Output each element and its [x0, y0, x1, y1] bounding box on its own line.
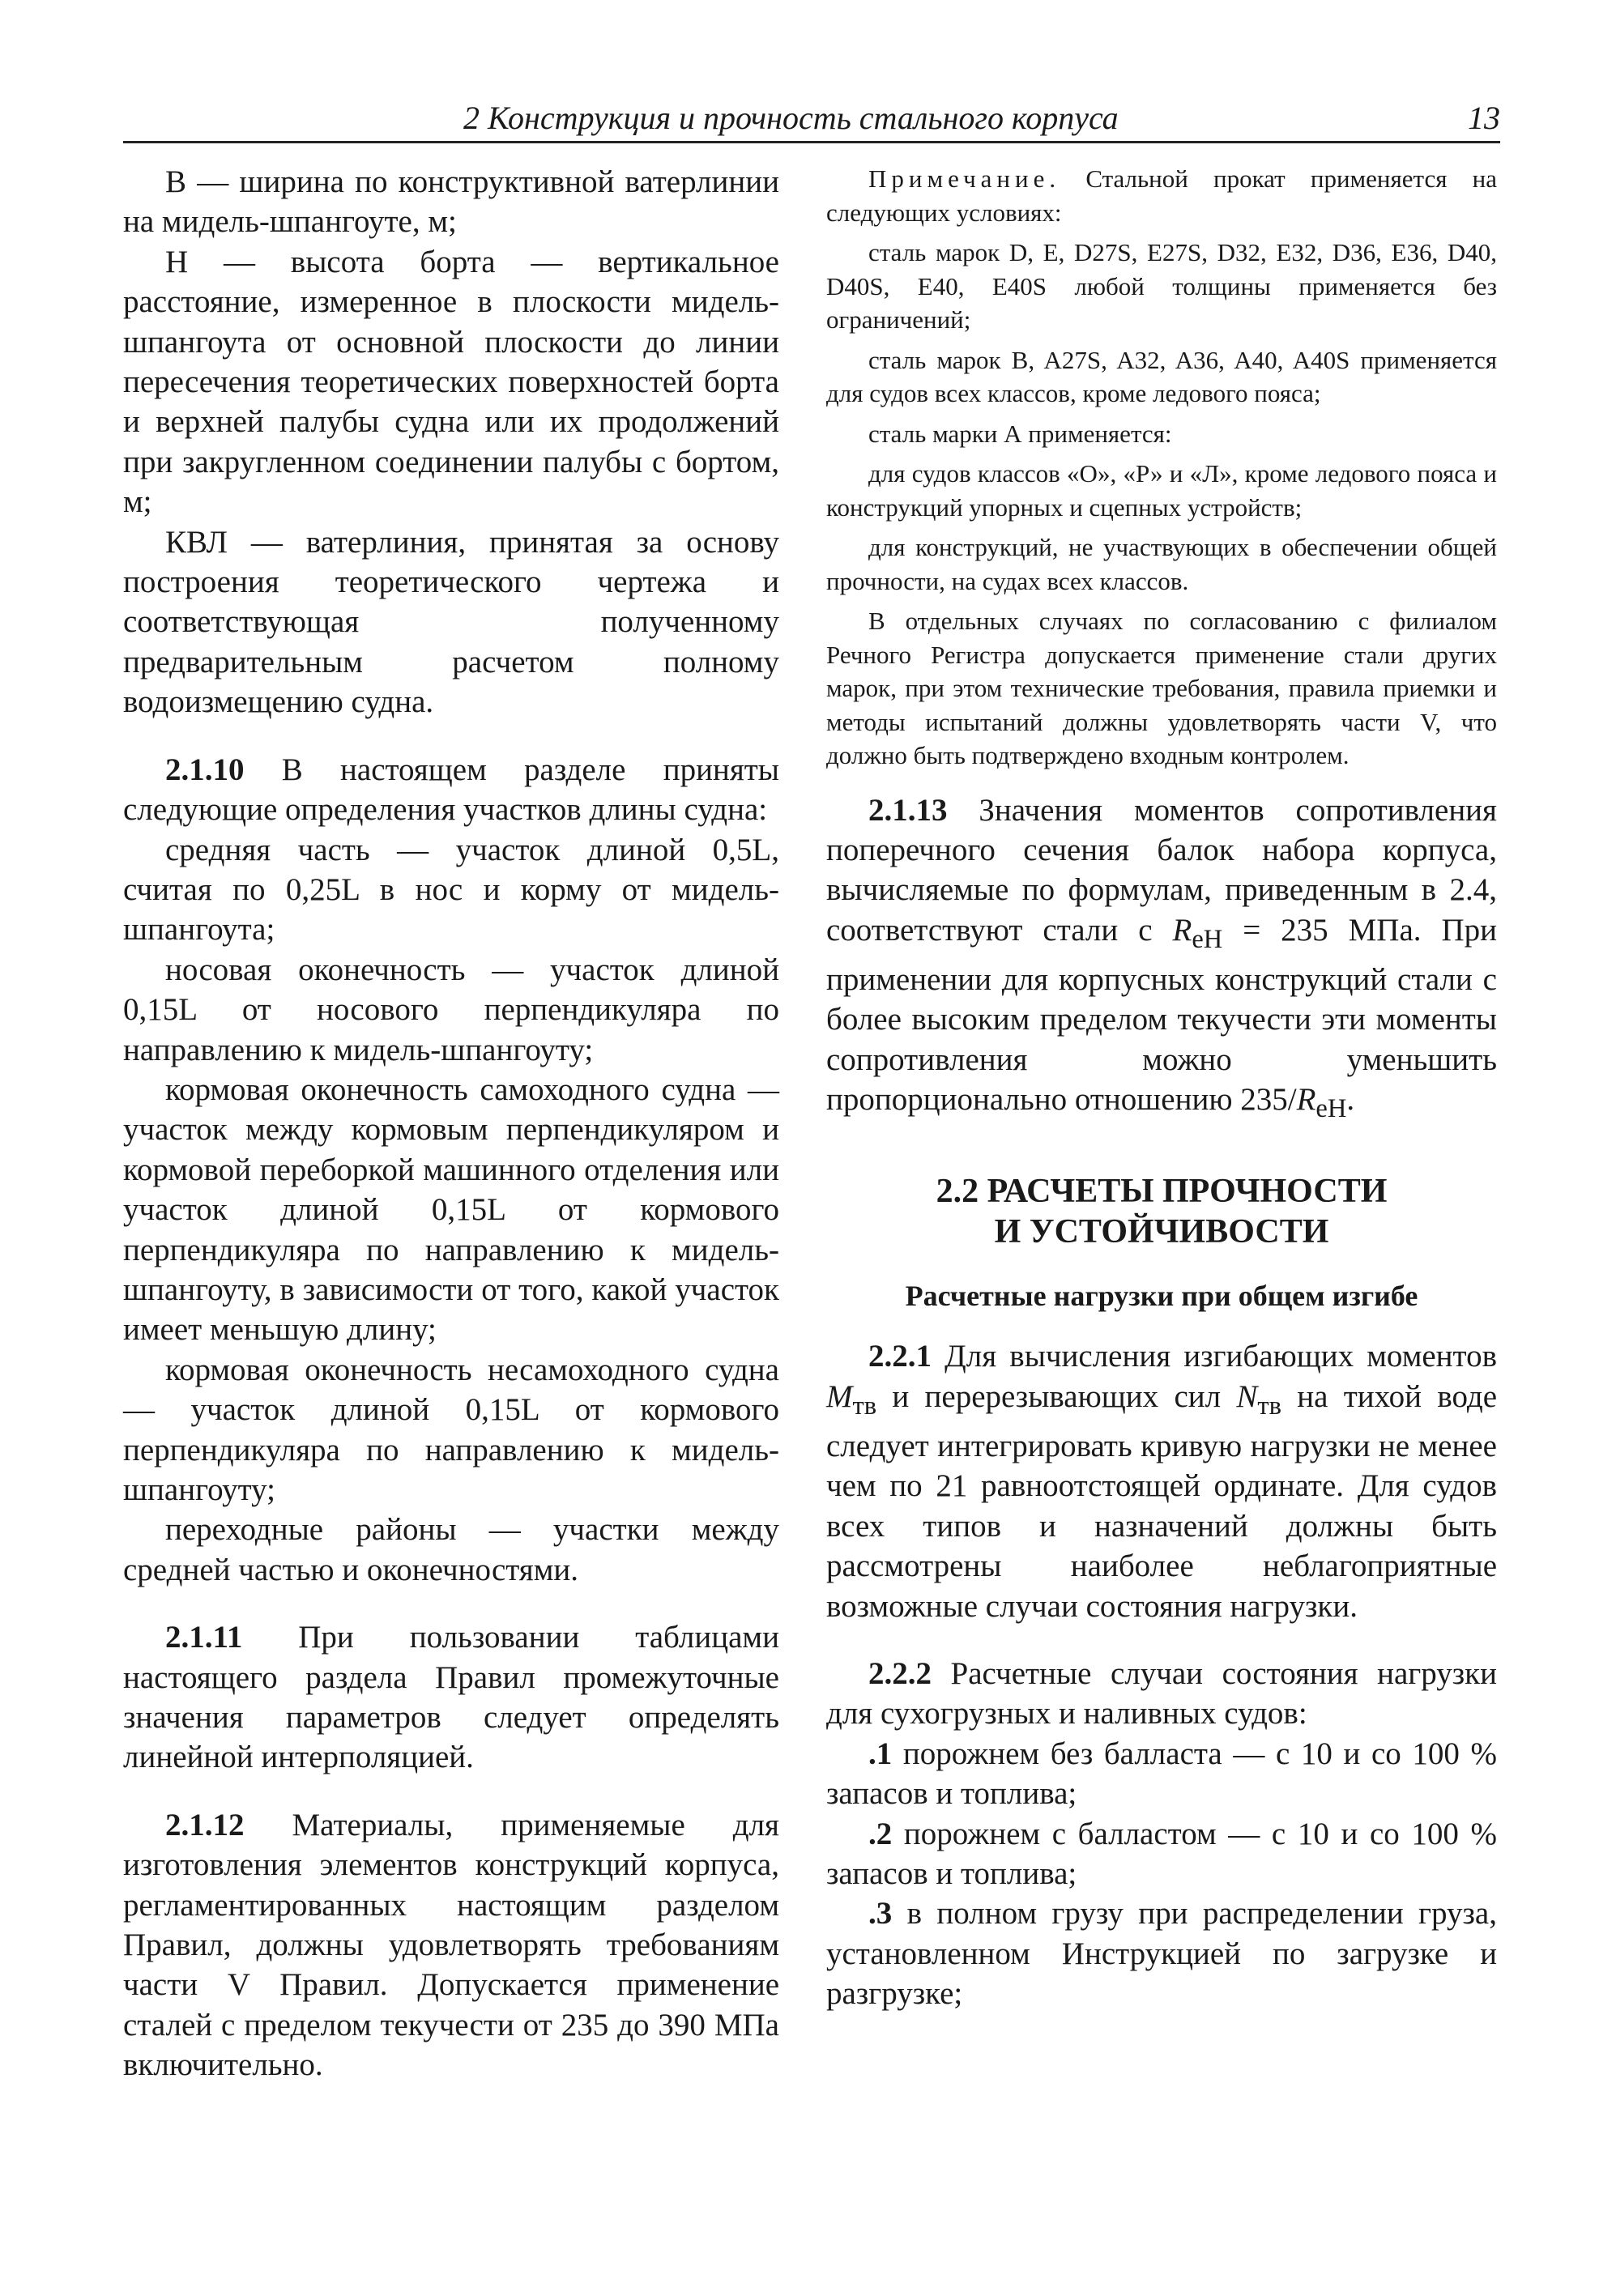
paragraph-2-2-2 — [826, 1654, 1497, 1734]
paragraph-2-1-10 — [123, 750, 779, 830]
section-title-line: 2.2 РАСЧЕТЫ ПРОЧНОСТИ — [936, 1173, 1388, 1211]
list-item-number: .2 — [868, 1816, 893, 1851]
running-title: 2 Конструкция и прочность стального корпуса — [463, 100, 1119, 136]
note-intro — [826, 162, 1497, 229]
paragraph-text: Для вычисления изгибающих моментов — [944, 1339, 1497, 1374]
list-item-text: порожнем с балластом — с 10 и со 100 % запасов и топлива; — [826, 1816, 1497, 1892]
paragraph-text: При пользовании таблицами настоящего раздела Правил промежуточные значения параметров следует определять линейной интерполяцией. — [123, 1620, 779, 1775]
paragraph-text: В настоящем разделе приняты следующие определения участков длины судна: — [123, 752, 780, 828]
paragraph-text: Значения моментов сопротивления поперечного сечения балок набора корпуса, вычисляемые по формулам, приведенным в 2.4, соответствуют стали с — [826, 792, 1497, 948]
right-column — [826, 162, 1497, 2014]
paragraph-number: 2.2.1 — [868, 1339, 932, 1374]
definition-h: Н — высота борта — вертикальное расстояние, измеренное в плоскости мидель-шпангоута от основной плоскости до линии пересечения теоретических поверхностей борта и верхней палубы судна или их продолжений при закругленном соединении палубы с бортом, м; — [123, 244, 779, 520]
note-block — [826, 162, 1497, 773]
definition-b: В — ширина по конструктивной ватерлинии на мидель-шпангоуте, м; — [123, 164, 779, 240]
paragraph-text: и перерезывающих сил — [892, 1378, 1222, 1414]
note-item: сталь марок D, E, D27S, E27S, D32, E32, D36, E36, D40, D40S, E40, E40S любой толщины применяется без ограничений; — [826, 238, 1497, 334]
list-item-text: в полном грузу при распределении груза, установленном Инструкцией по загрузке и разгрузке; — [826, 1896, 1497, 2012]
paragraph-2-1-12 — [123, 1805, 779, 2085]
paragraph-number: 2.1.12 — [165, 1807, 245, 1842]
section-title-line: И УСТОЙЧИВОСТИ — [994, 1213, 1329, 1251]
page-header — [123, 91, 1500, 143]
n-subscript: тв — [1257, 1391, 1281, 1421]
note-item: для конструкций, не участвующих в обеспечении общей прочности, на судах всех классов. — [826, 533, 1497, 595]
paragraph-number: 2.2.2 — [868, 1655, 932, 1691]
reh-subscript: eH — [1315, 1093, 1347, 1123]
list-item-text: порожнем без балласта — с 10 и со 100 % запасов и топлива; — [826, 1736, 1498, 1812]
paragraph-text: на тихой воде следует интегрировать кривую нагрузки не менее чем по 21 равноотстоящей ординате. Для судов всех типов и назначений должны быть рассмотрены наиболее неблагоприятные возможные случаи состояния нагрузки. — [826, 1378, 1498, 1624]
list-item-number: .1 — [868, 1736, 893, 1771]
note-label: Примечание. — [868, 164, 1061, 193]
paragraph-text: Материалы, применяемые для изготовления элементов конструкций корпуса, регламентированных настоящим разделом Правил, должны удовлетворять требованиям части V Правил. Допускается применение сталей с пределом текучести от 235 до 390 МПа включительно. — [123, 1807, 780, 2083]
list-item — [826, 1814, 1497, 1894]
paragraph-text: = 235 МПа. При применении для корпусных конструкций стали с более высоким пределом текучести эти моменты сопротивления можно уменьшить пропорционально отношению 235/ — [826, 912, 1498, 1118]
definition-mid-part: средняя часть — участок длиной 0,5L, считая по 0,25L в нос и корму от мидель-шпангоута; — [123, 832, 779, 948]
paragraph-2-1-11 — [123, 1617, 779, 1778]
paragraph-2-1-13 — [826, 790, 1497, 1130]
paragraph-number: 2.1.10 — [165, 752, 245, 787]
right-body — [826, 790, 1497, 2014]
paragraph-2-2-1 — [826, 1336, 1497, 1626]
section-heading — [826, 1171, 1497, 1252]
reh-symbol: R — [1296, 1082, 1316, 1118]
definition-kvl: КВЛ — ватерлиния, принятая за основу построения теоретического чертежа и соответствующая полученному предварительным расчетом полному водоизмещению судна. — [123, 524, 779, 720]
left-column — [123, 162, 779, 2085]
note-item: сталь марок B, A27S, A32, A36, A40, A40S применяется для судов всех классов, кроме ледового пояса; — [826, 345, 1497, 407]
definition-transition-areas: переходные районы — участки между средней частью и оконечностями. — [123, 1512, 779, 1587]
list-item-number: .3 — [868, 1896, 893, 1932]
list-item — [826, 1734, 1497, 1814]
note-intro-text: Стальной прокат применяется на следующих условиях: — [826, 164, 1498, 227]
note-item: В отдельных случаях по согласованию с филиалом Речного Регистра допускается применение стали других марок, при этом технические требования, правила приемки и методы испытаний должны удовлетворять части V, что должно быть подтверждено входным контролем. — [826, 607, 1497, 769]
definition-stern-self-propelled: кормовая оконечность самоходного судна — участок между кормовым перпендикуляром и кормовой переборкой машинного отделения или участок длиной 0,15L от кормового перпендикуляра по направлению к мидель-шпангоуту, в зависимости от того, какой участок имеет меньшую длину; — [123, 1071, 779, 1348]
reh-symbol: R — [1172, 912, 1192, 948]
definition-stern-non-self-propelled: кормовая оконечность несамоходного судна — участок длиной 0,15L от кормового перпендикуляра по направлению к мидель-шпангоуту; — [123, 1352, 779, 1507]
paragraph-text: Расчетные случаи состояния нагрузки для сухогрузных и наливных судов: — [826, 1655, 1497, 1732]
m-subscript: тв — [852, 1391, 877, 1421]
list-item — [826, 1893, 1497, 2013]
reh-subscript: eH — [1192, 924, 1223, 954]
paragraph-end: . — [1346, 1082, 1355, 1118]
m-symbol: M — [826, 1378, 853, 1414]
paragraph-number: 2.1.13 — [868, 792, 948, 828]
note-item: сталь марки А применяется: — [868, 419, 1172, 448]
n-symbol: N — [1236, 1378, 1258, 1414]
note-item: для судов классов «О», «Р» и «Л», кроме ледового пояса и конструкций упорных и сцепных устройств; — [826, 459, 1497, 522]
definition-bow-end: носовая оконечность — участок длиной 0,15L от носового перпендикуляра по направлению к мидель-шпангоуту; — [123, 952, 779, 1067]
subsection-heading: Расчетные нагрузки при общем изгибе — [905, 1280, 1418, 1313]
paragraph-number: 2.1.11 — [165, 1620, 243, 1655]
page-number: 13 — [1468, 100, 1500, 136]
